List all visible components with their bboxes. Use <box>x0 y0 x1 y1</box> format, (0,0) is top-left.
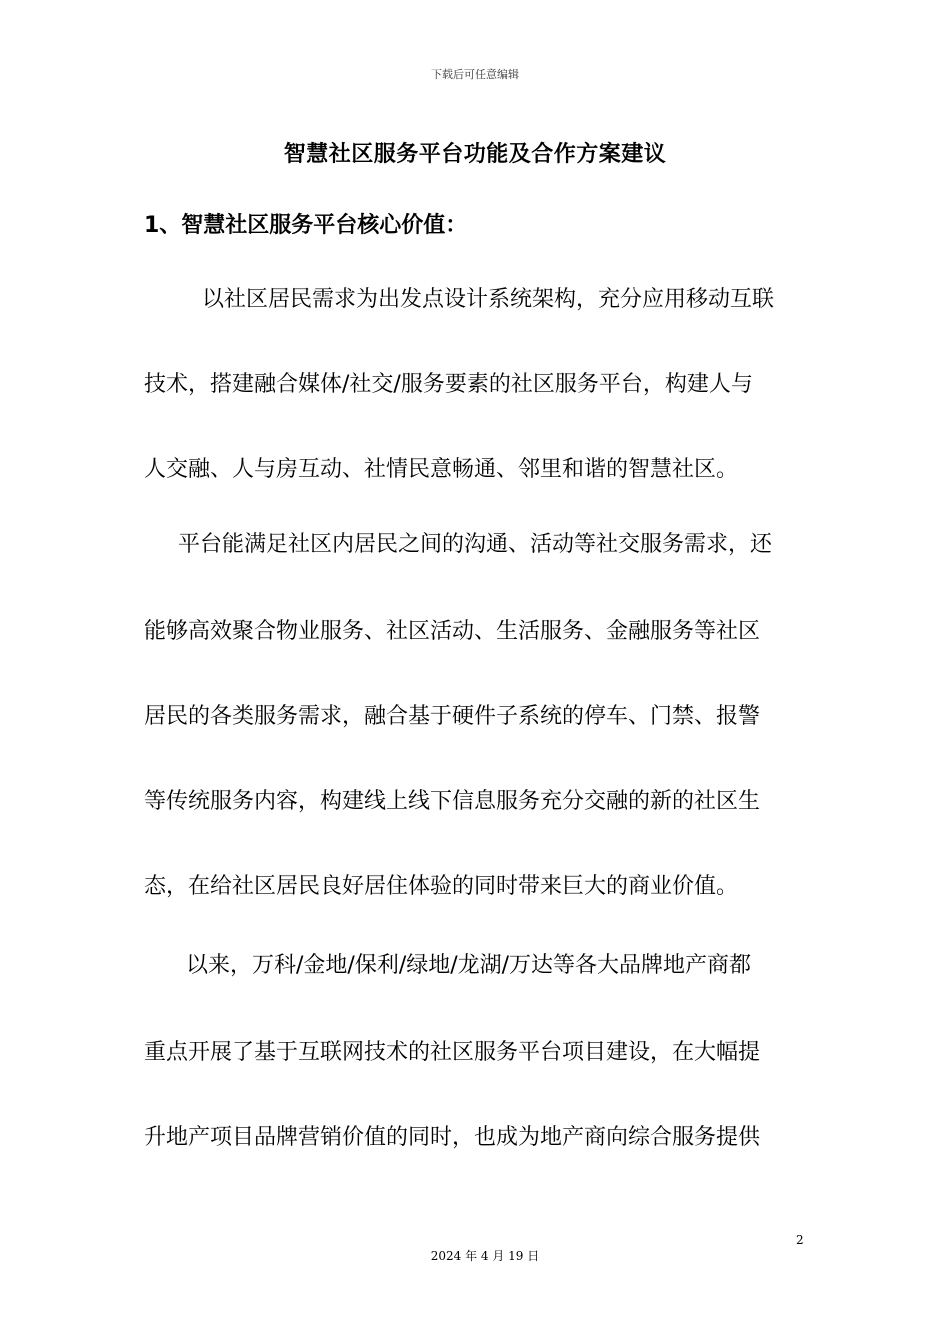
paragraph-line: 能够高效聚合物业服务、社区活动、生活服务、金融服务等社区 <box>144 619 761 644</box>
paragraph-line: 以社区居民需求为出发点设计系统架构，充分应用移动互联 <box>202 287 775 312</box>
paragraph-line: 升地产项目品牌营销价值的同时，也成为地产商向综合服务提供 <box>144 1125 761 1150</box>
document-title: 智慧社区服务平台功能及合作方案建议 <box>283 142 667 167</box>
section-heading-core-value: 1、智慧社区服务平台核心价值： <box>144 213 468 238</box>
paragraph-line: 以来，万科/金地/保利/绿地/龙湖/万达等各大品牌地产商都 <box>186 953 752 978</box>
page-header: 下载后可任意编辑 <box>431 68 519 81</box>
paragraph-line: 重点开展了基于互联网技术的社区服务平台项目建设，在大幅提 <box>144 1040 761 1065</box>
paragraph-line: 人交融、人与房互动、社情民意畅通、邻里和谐的智慧社区。 <box>144 457 739 482</box>
footer-date: 2024 年 4 月 19 日 <box>430 1249 540 1263</box>
paragraph-line: 等传统服务内容，构建线上线下信息服务充分交融的新的社区生 <box>144 789 761 814</box>
page-number: 2 <box>796 1233 804 1247</box>
paragraph-line: 态，在给社区居民良好居住体验的同时带来巨大的商业价值。 <box>144 874 739 899</box>
paragraph-line: 居民的各类服务需求，融合基于硬件子系统的停车、门禁、报警 <box>144 704 761 729</box>
paragraph-line: 平台能满足社区内居民之间的沟通、活动等社交服务需求，还 <box>178 532 773 557</box>
paragraph-line: 技术，搭建融合媒体/社交/服务要素的社区服务平台，构建人与 <box>144 372 753 397</box>
